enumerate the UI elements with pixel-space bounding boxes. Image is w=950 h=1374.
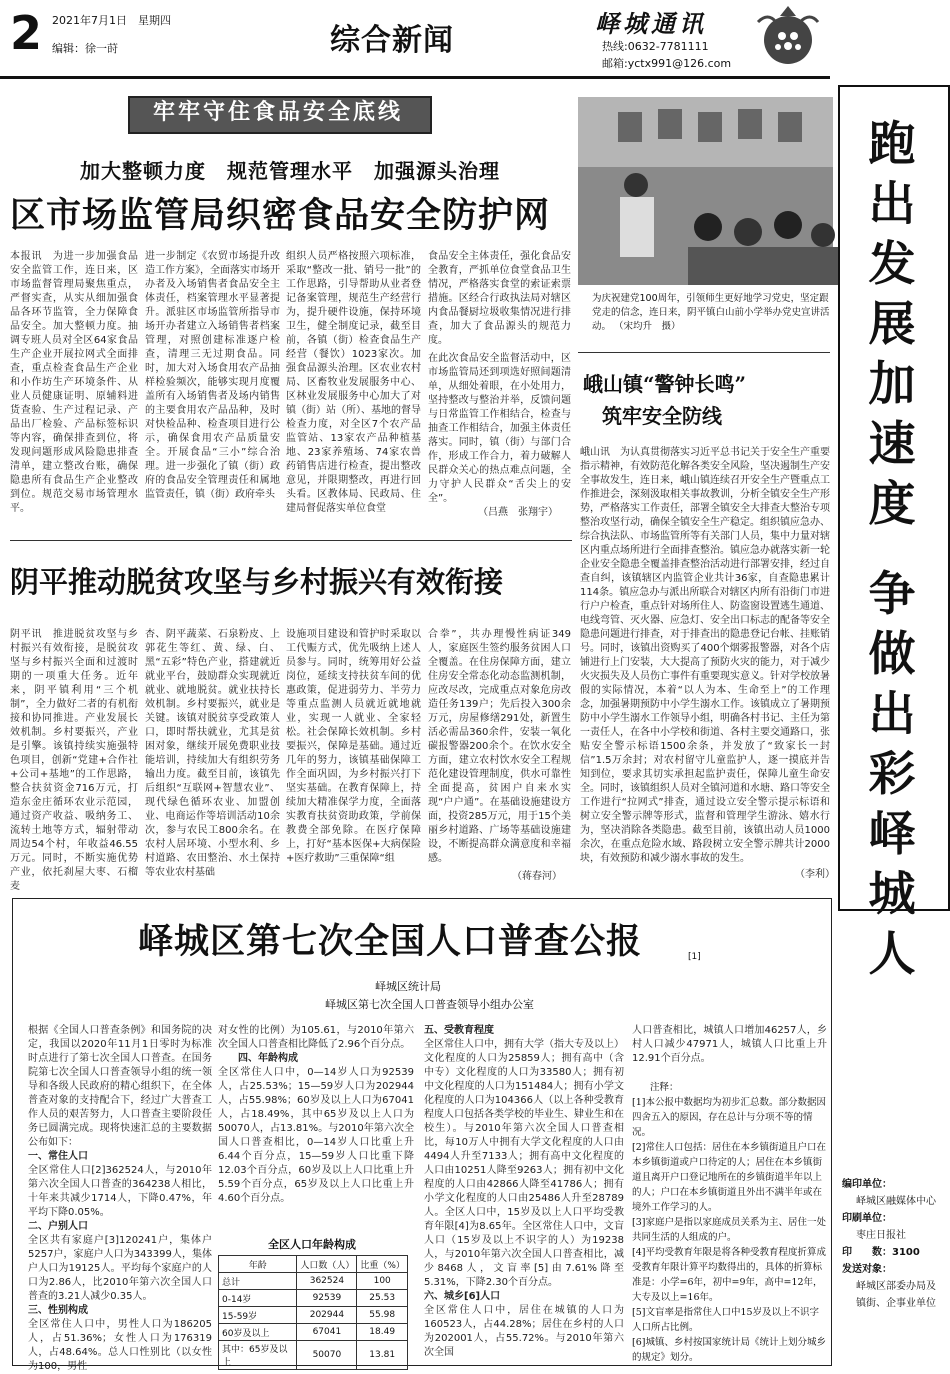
census-section-head: 二、户别人口 (28, 1221, 88, 1232)
census-title-note: [1] (688, 952, 701, 962)
census-org: 峄城区第七次全国人口普查领导小组办公室 (325, 998, 534, 1011)
article1-col1: 本报讯 为进一步加强食品安全监管工作，连日来，区市场监督管理局聚焦重点，严督实查，从实从细加强食品各环节监管，全力保障食品安全。加大整顿力度。抽调专班人员对全区64家食品生产企业开展拉网式全面排查，重点检查食品生产企业和小作坊生产环境条件、从业人员健康证明、原辅料进货查验、生产过程记录、产品出厂检验、产品标签标识等内容，确保排查到位，将发现问题形成风险隐患排查清单，建立整改台账，确保隐患所有食品生产企业整改到位。规范交易市场管理水平。 (10, 251, 138, 514)
page-number: 2 (10, 6, 43, 60)
table-row (219, 1273, 408, 1290)
pomegranate-icon (752, 2, 824, 72)
census-section-body: 对女性的比例）为105.61，与2010年第六次全国人口普查相比降低了2.96个百分点。 (218, 1025, 414, 1050)
table-header: 比重（%） (357, 1256, 408, 1273)
sidebar-slogan-2: 争做出彩峄城人 (868, 567, 916, 982)
table-row (219, 1341, 408, 1370)
census-section-body: 全区常住人口中，男性人口为186205人，占51.36%；女性人口为176319人，占48.64%。总人口性别比（以女性为100，男性 (28, 1319, 212, 1372)
census-col1 (28, 1024, 212, 1372)
article3-col2: 杏、阴平蔬菜、石泉粉皮、上郭花生等红、黄、绿、白、黑“五彩”特色产业，搭建就近就业平台，鼓励群众实现就近就业、就地脱贫。就业扶持长效机制。乡村要振兴，就业是关键。该镇对脱贫享受政策人口，即时帮扶就业，尤其是贫困对象，继续开展免费职业技能培训，持续加大有组织劳务输出力度。截至目前，该镇先后组织“互联网+智慧农业”、现代绿色循环农业、加盟创业、电商运作等培训活动10余次，参与农民工800余名。在农村人居环境、小型水利、乡村道路、农田整治、水土保持等农业农村基础 (145, 629, 280, 878)
imprint-line: 印 数：3100 (842, 1247, 920, 1258)
note-item: [4]平均受教育年限是将各种受教育程度折算成受教育年限计算平均数得出的，具体的折算标准是：小学=6年，初中=9年，高中=12年，大专及以上=16年。 (632, 1247, 826, 1303)
issue-date: 2021年7月1日 星期四 (52, 14, 171, 27)
notes-head: 注释： (650, 1082, 679, 1093)
article3-byline: （蒋春河） (512, 871, 562, 882)
census-org: 峄城区统计局 (375, 980, 441, 993)
table-cell: 15-59岁 (219, 1307, 297, 1324)
article3-headline: 阴平推动脱贫攻坚与乡村振兴有效衔接 (10, 565, 504, 599)
photo-caption-text: 为庆祝建党100周年，引领师生更好地学习党史，坚定跟党走的信念，连日来，阴平镇白山前小学举办党史宣讲活动。 (592, 293, 830, 332)
table-row (219, 1307, 408, 1324)
census-section-body: 全区常住人口[2]362524人，与2010年第六次全国人口普查的364238人相比，十年来共减少1714人，下降0.47%，年平均下降0.05%。 (28, 1165, 212, 1218)
editor-name: 编辑：徐一莳 (52, 42, 118, 55)
sidebar-slogan-1: 跑出发展加速度 (868, 117, 916, 532)
article1-banner: 牢牢守住食品安全底线 (152, 100, 403, 125)
census-section-head: 一、常住人口 (28, 1151, 88, 1162)
table-header: 年龄 (219, 1256, 297, 1273)
table-cell: 362524 (297, 1273, 357, 1290)
table-cell: 50070 (297, 1341, 357, 1370)
census-col2 (218, 1024, 414, 1234)
article1-col4a: 食品安全主体责任，强化食品安全教育，严抓单位食堂食品卫生情况，严格落实食堂的索证索票措施。区经合行政执法局对辖区内食品餐厨垃圾收集情况进行排查，加大了食品源头的规范力度。 (428, 251, 571, 346)
article1-byline: （吕燕 张翔宇） (478, 507, 558, 518)
census-section-body: 全区常住人口中，拥有大学（指大专及以上）文化程度的人口为25859人；拥有高中（含中专）文化程度的人口为33580人；拥有初中文化程度的人口为151484人；拥有小学文化程度的人口为104366人（以上各种受教育程度人口包括各类学校的毕业生、肄业生和在校生）。与2010年第六次全国人口普查相比，每10万人中拥有大学文化程度的人口由4494人升至7133人；拥有高中文化程度的人口由10251人降至9263人；拥有初中文化程度的人口由42866人降至41786人；拥有小学文化程度的人口由25486人升至28789人。全区人口中，15岁及以上人口平均受教育年限[4]为8.65年。全区常住人口中，文盲人口（15岁及以上不识字的人）为19238人，与2010年第六次全国人口普查相比，减少8468人，文盲率[5]由7.61%降至5.31%，下降2.30个百分点。 (424, 1039, 624, 1288)
article3-col1: 阴平讯 推进脱贫攻坚与乡村振兴有效衔接，是脱贫攻坚与乡村振兴全面和过渡时期的一项重大任务。近年来，阴平镇利用“三个机制”，全力做好二者的有机衔接和协同推进。产业发展长效机制。乡村要振兴，产业是引擎。该镇持续实施强特色项目，创新“党建+合作社+公司+基地”的工作思路，整合扶贫资金716万元，打造东金庄循环农业示范园，通过资产收益、吸纳务工、流转土地等方式，辐射带动周边54个村，年收益46.55万元。同时，不断实施优势产业，依托刹屋大枣、石榴麦 (10, 629, 138, 892)
table-cell: 0-14岁 (219, 1290, 297, 1307)
table-row (219, 1324, 408, 1341)
table-cell: 100 (357, 1273, 408, 1290)
article1-col2: 进一步制定《农贸市场提升改造工作方案》，全面落实市场开办者及入场销售者食品安全主体责任，档案管理水平显著提升。派驻区市场监管所指导市场开办者建立入场销售者档案管理，对照创建标准逐户检查，清理三无过期食品。同时，加大对入场食用农产品抽样检验频次，能够实现月度覆盖所有入场销售者及场内销售的主要食用农产品品种，及时对快检品种、检查项目进行公示，确保食用农产品质量安全。开展食品“三小”综合治理。进一步强化了镇（街）政府的食品安全管理责任和属地监管责任，镇（街）政府牵头 (145, 251, 280, 500)
newspaper-logo: 峄城通讯 (595, 9, 707, 38)
imprint (842, 1176, 946, 1312)
photo-caption (592, 292, 830, 334)
table-cell: 总计 (219, 1273, 297, 1290)
imprint-line: 镇街、企事业单位 (856, 1298, 936, 1309)
article1-col4b: 在此次食品安全监督活动中，区市场监管局还到项选好照间题清单，从细处着眼，在小处用力，坚持整改与整治并举，反馈问题与日常监管工作相结合，检查与抽查工作相结合，加强主体责任落实。同时，镇（街）与部门合作，形成工作合力，着力破解人民群众关心的热点难点问题，全力守护人民群众“舌尖上的安全”。 (428, 353, 571, 504)
census-section-body: 全区常住人口中，居住在城镇的人口为160523人，占44.28%；居住在乡村的人口为202001人，占55.72%。与2010年第六次全国 (424, 1305, 624, 1358)
census-col3 (424, 1024, 624, 1360)
table-row (219, 1290, 408, 1307)
table-cell: 55.98 (357, 1307, 408, 1324)
section-title: 综合新闻 (330, 23, 454, 58)
census-col4a: 人口普查相比，城镇人口增加46257人，乡村人口减少47971人，城镇人口比重上升12.91个百分点。 (632, 1025, 827, 1064)
census-intro: 根据《全国人口普查条例》和国务院的决定，我国以2020年11月1日零时为标准时点进行了第七次全国人口普查。在国务院第七次全国人口普查领导小组的统一领导和各级人民政府的精心组织下，在全体普查对象的支持配合下，经过广大普查工作人员的艰苦努力，人口普查主要阶段任务已圆满完成。现将快速汇总的主要数据公布如下： (28, 1025, 212, 1148)
imprint-line: 编印单位： (842, 1179, 892, 1190)
note-item: [5]文盲率是指常住人口中15岁及以上不识字人口所占比例。 (632, 1307, 820, 1333)
table-cell: 18.49 (357, 1324, 408, 1341)
article1-subhead: 加大整顿力度 规范管理水平 加强源头治理 (80, 159, 500, 183)
table-header: 人口数（人） (297, 1256, 357, 1273)
hotline: 热线:0632-7781111 (602, 40, 709, 53)
table-cell: 92539 (297, 1290, 357, 1307)
article2-body: 峨山讯 为认真贯彻落实习近平总书记关于安全生产重要指示精神，有效防范化解各类安全风险，坚决遏制生产安全事故发生，连日来，峨山镇连续召开安全生产暨重点工作推进会，深刻汲取相关事故教训，分析全镇安全生产形势，严格落实工作责任，部署全镇安全大排查大整治专项整治攻坚行动，确保全镇安全生产稳定。组织镇应急办、综合执法队、市场监管所等有关部门人员，集中力量对辖区内重点场所进行全面排查整治。镇应急办就落实新一轮企业安全隐患全覆盖排查整治活动进行部署安排，经过自查自纠，该镇辖区内监管企业共计36家，自查隐患累计114条。镇应急办与派出所联合对辖区内所有沿街门市进行户户检查，重点针对场所住人、防盗窗设置逃生通道、电线弯管、灭火器、应急灯、安全出口标志的配备等安全隐患问题进行排查，对于排查出的隐患登记台帐、挂账销号。同时，该镇出资购买了400个烟雾报警器，对各个店铺进行上门安装，大大提高了预防火灾的能力，对于减少火灾损失及人员伤亡事件有重要现实意义。针对学校放暑假的实际情况，本着“以人为本、生命至上”的工作理念，加强暑期预防中小学生溺水工作。该镇成立了暑期预防中小学生溺水工作领导小组，明确各村书记、主任为第一责任人，在各中小学校和街道、各村主要交通路口，张贴安全警示标语1500余条，并发放了“致家长一封信”1.5万余封；对农村留守儿童监护人，逐一摸底并告知到位，要求其切实承担起监护责任，保障儿童生命安全。同时，该镇组织人员对全镇河道和水塘、路口等安全工作进行“拉网式”排查，通过设立安全警示提示标语和树立安全警示牌等形式，监督和管理学生游泳、嬉水行为，坚决消除各类隐患。截至目前，该镇出动人员1000余次，在重点危险水域、路段树立安全警示牌共计2000块，有效预防和减少溺水事故的发生。 (580, 447, 830, 864)
table-cell: 其中：65岁及以上 (219, 1341, 297, 1370)
article1-headline: 区市场监管局织密食品安全防护网 (10, 196, 551, 236)
table-cell: 67041 (297, 1324, 357, 1341)
article3-col4: 合拳”，共办理慢性病证349人，家庭医生签约服务贫困人口全覆盖。在住房保障方面，建立住房安全常态化动态监测机制，应改尽改，完成重点对象危房改造任务139户；先后投入300余万元，房屋修缮291处，新置生活必需品360余件，安装一氧化碳报警器200余个。在饮水安全方面，建立农村饮水安全工程规范化建设管理制度，供水可靠性全面提高，贫困户自来水实现“户户通”。在基础设施建设方面，投资285万元，用于15个美丽乡村道路、广场等基础设施建设，不断提高群众满意度和幸福感。 (428, 629, 571, 864)
table-cell: 202944 (297, 1307, 357, 1324)
sidebar-slogan (842, 115, 942, 985)
table-cell: 13.81 (357, 1341, 408, 1370)
census-section-head: 五、受教育程度 (424, 1025, 494, 1036)
article3-col3: 设施项目建设和管护时采取以工代赈方式，优先吸纳上述人员参与。同时，统筹用好公益岗位，延续支持扶贫车间的优惠政策，促进弱劳力、半劳力等重点监测人员就近就地就业，实现一人就业、全家轻松。社会保障长效机制。乡村要振兴，保障是基础。通过近几年的努力，该镇基础保障工作全面巩固，为乡村振兴打下坚实基础。在教育保障上，持续加大精准保学力度，全面落实教育扶贫资助政策，学前保教费全部免除。在医疗保障上，打好“基本医保+大病保险+医疗救助”三重保障“组 (286, 629, 421, 864)
divider (578, 352, 830, 353)
census-section-head: 六、城乡[6]人口 (424, 1291, 501, 1302)
imprint-line: 峄城区部委办局及 (856, 1281, 936, 1292)
imprint-line: 枣庄日报社 (856, 1230, 906, 1241)
masthead-rule (0, 76, 830, 79)
email: 邮箱:yctx991@126.com (602, 57, 732, 70)
note-item: [3]家庭户是指以家庭成员关系为主、居住一处共同生活的人组成的户。 (632, 1217, 826, 1243)
article1-col3: 组织人员严格按照六项标准，采取“整改一批、销号一批”的工作思路，引导帮助从业者登记备案管理，规范生产经营行为，提升硬件设施，保持环境卫生，健全制度记录，截至目前，各镇（街）检查食品生产经营（餐饮）1023家次。加强食品源头治理。区农业农村局、区畜牧业发展服务中心、区林业发展服务中心加大了对镇（街）站（所）、基地的督导检查力度，对全区7个农产品监管站、13家农产品种植基地、23家养殖场、74家农兽药销售店进行检查，提出整改意见，并限期整改，再进行回头看。区教体局、民政局、住建局督促落实单位食堂 (286, 251, 421, 514)
note-item: [6]城镇、乡村按国家统计局《统计上划分城乡的规定》划分。 (632, 1337, 826, 1363)
age-table (218, 1255, 408, 1370)
table-cell: 60岁及以上 (219, 1324, 297, 1341)
census-table-title: 全区人口年龄构成 (268, 1238, 356, 1251)
photo-credit: （宋均升 摄） (614, 321, 681, 332)
article2-subhead: 筑牢安全防线 (602, 404, 722, 428)
divider (10, 540, 572, 541)
imprint-line: 发送对象： (842, 1264, 892, 1275)
note-item: [1]本公报中数据均为初步汇总数。部分数据因四舍五入的原因，存在总计与分项不等的情况。 (632, 1097, 826, 1138)
article2-headline: 峨山镇“警钟长鸣” (583, 372, 747, 396)
note-item: [2]常住人口包括：居住在本乡镇街道且户口在本乡镇街道或户口待定的人；居住在本乡镇街道且离开户口登记地所在的乡镇街道半年以上的人；户口在本乡镇街道且外出不满半年或在境外工作学习的人。 (632, 1142, 826, 1213)
census-title: 峄城区第七次全国人口普查公报 (138, 922, 643, 962)
table-cell: 25.53 (357, 1290, 408, 1307)
census-section-head: 三、性别构成 (28, 1305, 88, 1316)
news-photo (578, 97, 833, 285)
imprint-line: 峄城区融媒体中心 (856, 1196, 936, 1207)
article2-byline: （李利） (795, 869, 835, 880)
census-section-head: 四、年龄构成 (238, 1053, 298, 1064)
table-header-row (219, 1256, 408, 1273)
census-notes (632, 1080, 827, 1362)
imprint-line: 印刷单位： (842, 1213, 892, 1224)
census-section-body: 全区共有家庭户[3]120241户，集体户5257户，家庭户人口为343399人，集体户人口为19125人。平均每个家庭户的人口为2.86人，比2010年第六次全国人口普查的3.21人减少0.35人。 (28, 1235, 212, 1302)
census-section-body: 全区常住人口中，0—14岁人口为92539人，占25.53%；15—59岁人口为202944人，占55.98%；60岁及以上人口为67041人，占18.49%，其中65岁及以上人口为50070人，占13.81%。与2010年第六次全国人口普查相比，0—14岁人口比重上升6.44个百分点，15—59岁人口比重下降12.03个百分点，60岁及以上人口比重上升5.59个百分点，65岁及以上人口比重上升4.60个百分点。 (218, 1067, 414, 1204)
